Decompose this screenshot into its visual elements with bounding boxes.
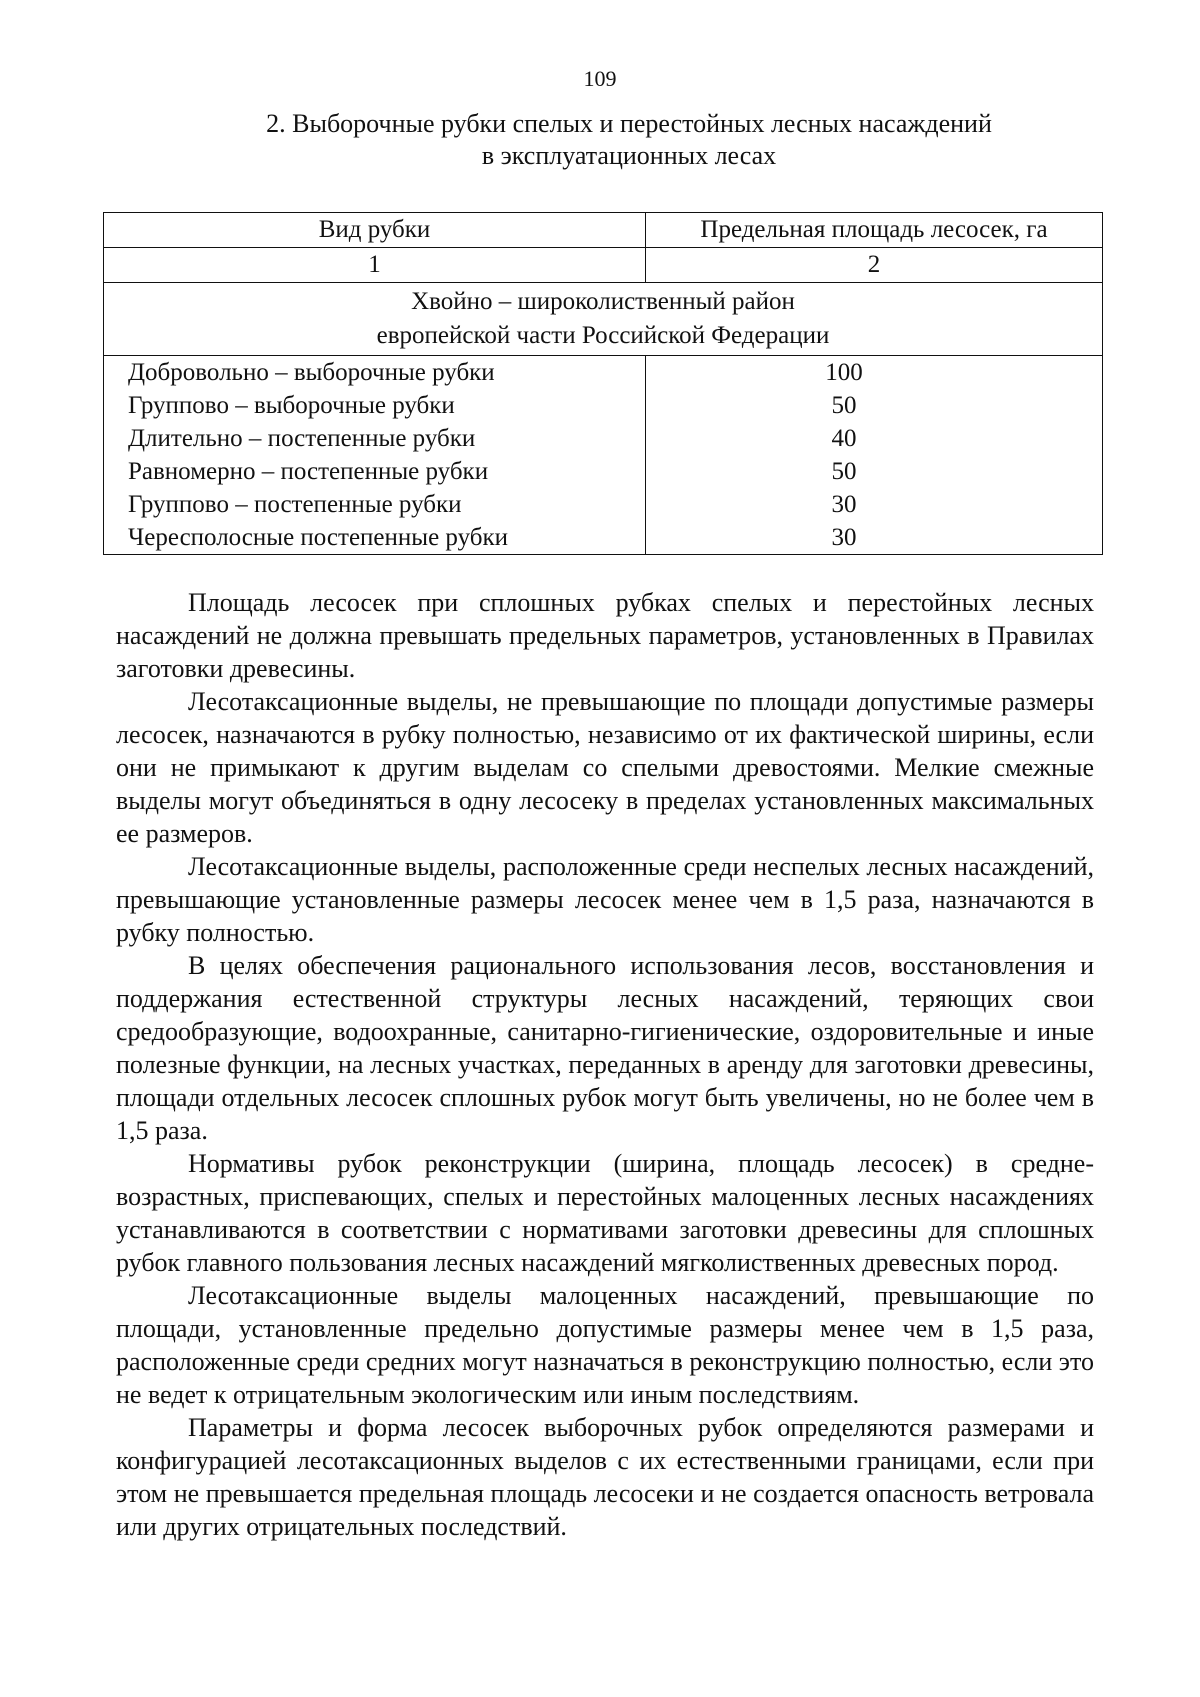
- cutting-type-cell: Группово – постепенные рубки: [104, 488, 646, 521]
- table-header-row: [104, 213, 1103, 248]
- max-area-cell: 100: [646, 356, 1103, 390]
- region-line-1: Хвойно – широколиственный район: [411, 288, 795, 315]
- paragraph: В целях обеспечения рационального использования лесов, восстановления и поддержания естественной структуры лесных насаждений, теряющих свои средообразующие, водоохранные, санитарно-гигиенические, оздоровительные и иные полезные функции, на лесных участках, переданных в аренду для заготовки древесины, площади отдельных лесосек сплошных рубок могут быть увеличены, но не более чем в 1,5 раза.: [116, 951, 1094, 1145]
- table-row: [104, 488, 1103, 521]
- region-line-2: европейской части Российской Федерации: [376, 322, 830, 349]
- table-column-number-row: [104, 248, 1103, 283]
- paragraph: Лесотаксационные выделы, расположенные среди неспелых лесных насаждений, превышающие установленные размеры лесосек менее чем в 1,5 раза, назначаются в рубку полностью.: [116, 852, 1094, 947]
- max-area-cell: 50: [646, 455, 1103, 488]
- page-number: 109: [583, 66, 617, 91]
- cutting-type-cell: Группово – выборочные рубки: [104, 389, 646, 422]
- paragraph: Площадь лесосек при сплошных рубках спелых и перестойных лесных насаждений не должна превышать предельных параметров, установленных в Правилах заготовки древесины.: [116, 588, 1094, 683]
- header-max-area: Предельная площадь лесосек, га: [646, 213, 1103, 248]
- cutting-type-cell: Чересполосные постепенные рубки: [104, 521, 646, 555]
- section-heading: [0, 108, 1200, 172]
- paragraph: Нормативы рубок реконструкции (ширина, площадь лесосек) в средне-возрастных, приспевающих, спелых и перестойных малоценных лесных насаждениях устанавливаются в соответствии с нормативами заготовки древесины для сплошных рубок главного пользования лесных насаждений мягколиственных древесных пород.: [116, 1149, 1094, 1277]
- table-row: [104, 422, 1103, 455]
- body-text: [116, 586, 1094, 1543]
- max-area-cell: 50: [646, 389, 1103, 422]
- cutting-type-cell: Добровольно – выборочные рубки: [104, 356, 646, 390]
- table-row: [104, 455, 1103, 488]
- cutting-type-cell: Длительно – постепенные рубки: [104, 422, 646, 455]
- table-region-row: [104, 283, 1103, 356]
- table-row: [104, 389, 1103, 422]
- max-area-cell: 40: [646, 422, 1103, 455]
- paragraph: Лесотаксационные выделы, не превышающие по площади допустимые размеры лесосек, назначаются в рубку полностью, независимо от их фактической ширины, если они не примыкают к другим выделам со спелыми древостоями. Мелкие смежные выделы могут объединяться в одну лесосеку в пределах установленных максимальных ее размеров.: [116, 687, 1094, 848]
- table-row: [104, 356, 1103, 390]
- table-row: [104, 521, 1103, 555]
- header-cutting-type: Вид рубки: [104, 213, 646, 248]
- heading-line-1: 2. Выборочные рубки спелых и перестойных лесных насаждений: [266, 109, 992, 138]
- max-area-cell: 30: [646, 488, 1103, 521]
- column-number-2: 2: [646, 248, 1103, 283]
- region-title: [104, 283, 1103, 356]
- max-area-cell: 30: [646, 521, 1103, 555]
- heading-line-2: в эксплуатационных лесах: [481, 141, 777, 170]
- paragraph: Параметры и форма лесосек выборочных рубок определяются размерами и конфигурацией лесотаксационных выделов с их естественными границами, если при этом не превышается предельная площадь лесосеки и не создается опасность ветровала или других отрицательных последствий.: [116, 1413, 1094, 1541]
- cutting-type-cell: Равномерно – постепенные рубки: [104, 455, 646, 488]
- logging-norms-table: [103, 212, 1103, 555]
- paragraph: Лесотаксационные выделы малоценных насаждений, превышающие по площади, установленные предельно допустимые размеры менее чем в 1,5 раза, расположенные среди средних могут назначаться в реконструкцию полностью, если это не ведет к отрицательным экологическим или иным последствиям.: [116, 1281, 1094, 1409]
- column-number-1: 1: [104, 248, 646, 283]
